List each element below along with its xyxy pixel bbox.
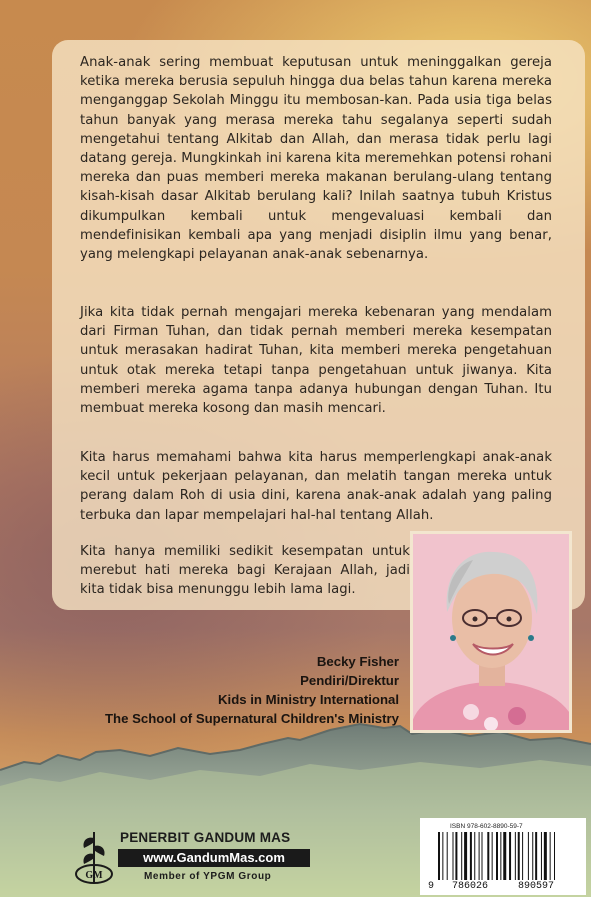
author-name: Becky Fisher — [316, 654, 399, 669]
barcode-bar — [492, 832, 493, 880]
barcode-bar — [518, 832, 520, 880]
publisher-block — [72, 822, 322, 892]
barcode-bar — [455, 832, 457, 880]
barcode-bar — [482, 832, 483, 880]
barcode-first-digit: 9 — [428, 881, 435, 892]
barcode-bar — [487, 832, 489, 880]
barcode-bar — [515, 832, 516, 880]
barcode-group-1: 786026 — [452, 881, 489, 892]
blurb-paragraph-2: Jika kita tidak pernah mengajari mereka kebenaran yang mendalam dari Firman Tuhan, dan tidak pernah memberi mereka kesempatan untuk merasakan hadirat Tuhan, kita memberi mereka pengetahuan untuk otak mereka tetapi tanpa pengetahuan untuk jiwanya. Kita memberi mereka agama tanpa adanya hubungan dengan Tuhan. Itu membuat mereka kosong dan masih mencari. — [80, 305, 552, 417]
barcode-bar — [535, 832, 537, 880]
barcode-bar — [461, 832, 462, 880]
author-role: Pendiri/Direktur — [300, 673, 399, 688]
barcode-bar — [550, 832, 551, 880]
author-school: The School of Supernatural Children's Ministry — [104, 711, 399, 726]
barcode-group-2: 890597 — [518, 881, 555, 892]
blurb-paragraph-3: Kita harus memahami bahwa kita harus memperlengkapi anak-anak kecil untuk pekerjaan pelayanan, dan melatih tangan mereka untuk perang dalam Roh di usia dini, karena anak-anak adalah yang paling terbuka dan lapar mempelajari hal-hal tentang Allah. — [80, 450, 552, 523]
barcode-bar — [464, 832, 467, 880]
barcode-bar — [500, 832, 501, 880]
publisher-member-note: Member of YPGM Group — [144, 871, 272, 882]
isbn-label: ISBN 978-602-8890-59-7 — [450, 823, 523, 830]
publisher-logo-text: GM — [85, 870, 103, 881]
publisher-website: www.GandumMas.com — [118, 849, 310, 867]
publisher-logo-icon — [72, 828, 116, 888]
barcode-bar — [522, 832, 523, 880]
barcode-bar — [442, 832, 443, 880]
author-organization: Kids in Ministry International — [218, 692, 399, 707]
author-photo — [410, 531, 572, 733]
barcode-bar — [532, 832, 533, 880]
publisher-name: PENERBIT GANDUM MAS — [120, 830, 291, 845]
blurb-paragraph-1: Anak-anak sering membuat keputusan untuk meninggalkan gereja ketika mereka berusia sepuluh hingga dua belas tahun karena mereka menganggap Sekolah Minggu itu membosan-kan. Pada usia tiga belas tahun banyak yang merasa mereka tahu segalanya seperti sudah mengetahui tentang Alkitab dan Allah, dan merasa tidak perlu lagi datang gereja. Mungkinkah ini karena kita meremehkan potensi rohani mereka dan puas memberi mereka makanan berulang-ulang tentang kisah-kisah dasar Alkitab berulang kali? Inilah saatnya tubuh Kristus dikumpulkan kembali untuk mengevaluasi kembali dan mendefinisikan kembali apa yang menjadi disiplin ilmu yang benar, yang melengkapi pelayanan anak-anak sebenarnya. — [80, 55, 553, 263]
barcode-bar — [447, 832, 448, 880]
author-portrait-image — [413, 534, 569, 730]
barcode-bar — [474, 832, 475, 880]
barcode-bar — [554, 832, 555, 880]
isbn-barcode — [420, 818, 586, 895]
barcode-bar — [453, 832, 454, 880]
barcode-bar — [544, 832, 547, 880]
barcode-bar — [541, 832, 542, 880]
barcode-bar — [479, 832, 480, 880]
barcode-bar — [503, 832, 506, 880]
barcode-bar — [470, 832, 472, 880]
barcode-bar — [496, 832, 498, 880]
barcode-bars — [420, 818, 586, 895]
blurb-paragraph-3-continued: Kita hanya memiliki sedikit kesempatan untuk merebut hati mereka bagi Kerajaan Allah, jadi kita tidak bisa menunggu lebih lama lagi. — [80, 544, 410, 598]
barcode-bar — [438, 832, 440, 880]
barcode-bar — [509, 832, 511, 880]
barcode-bar — [528, 832, 529, 880]
